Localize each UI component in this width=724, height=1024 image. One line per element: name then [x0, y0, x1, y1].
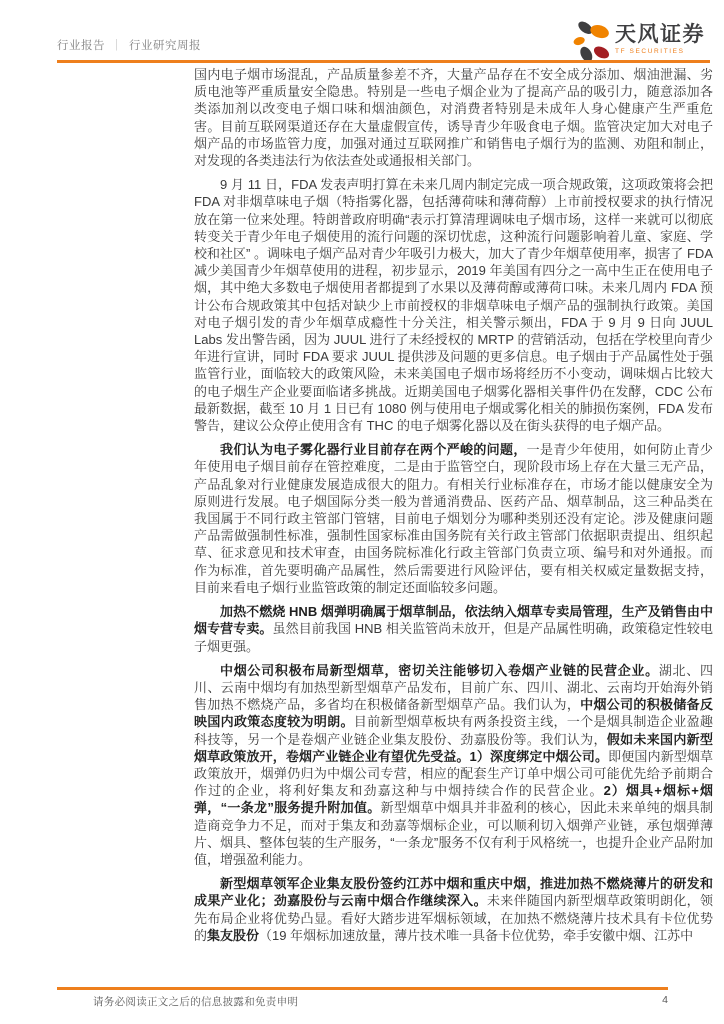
paragraph-text: 国内电子烟市场混乱，产品质量参差不齐，大量产品存在不安全成分添加、烟油泄漏、劣质电池等严重质量安全隐患。特别是一些电子烟企业为了提高产品的吸引力，随意添加各类添加剂以改变电子烟口味和烟油颜色，对消费者特别是未成年人身心健康产生严重危害。目前互联网渠道还存在大量虚假宣传，诱导青少年吸食电子烟。监管决定加大对电子烟产品的市场监管力度，加强对通过互联网推广和销售电子烟行为的监测、劝阻和制止，对发现的各类违法行为依法查处或通报相关部门。 — [194, 67, 713, 169]
paragraph-text: 未来伴随国内新型烟草政策明朗化，领先布局企业将优势凸显。看好大踏步进军烟标领域，在加热不燃烧薄片技术具有卡位优势的 — [194, 893, 713, 943]
body-paragraph — [194, 441, 713, 596]
paragraph-text-bold: 新型烟草领军企业集友股份签约江苏中烟和重庆中烟，推进加热不燃烧薄片的研发和成果产业化；劲嘉股份与云南中烟合作继续深入。 — [194, 876, 713, 909]
paragraph-text-bold: 假如未来国内新型烟草政策放开，卷烟产业链企业有望优先受益。1）深度绑定中烟公司。 — [194, 731, 713, 764]
paragraph-text: 即便国内新型烟草政策放开，烟弹仍归为中烟公司专营，相应的配套生产订单中烟公司可能优先给予前期合作过的企业，将利好集友和劲嘉这种与中烟持续合作的民营企业。 — [194, 748, 713, 799]
report-subtype-label: 行业研究周报 — [129, 40, 201, 52]
paragraph-text-bold: 中烟公司的积极储备反映国内政策态度较为明朗。 — [194, 697, 713, 730]
body-paragraph — [194, 662, 713, 868]
page-number: 4 — [662, 994, 668, 1006]
brand-name-en: TF SECURITIES — [615, 48, 685, 55]
report-body — [194, 66, 713, 944]
body-paragraph — [194, 875, 713, 944]
report-type-label: 行业报告 — [57, 40, 105, 52]
paragraph-text-bold: 加热不燃烧 HNB 烟弹明确属于烟草制品，依法纳入烟草专卖局管理，生产及销售由中烟专营专卖。 — [194, 604, 713, 637]
report-header-label — [57, 37, 201, 53]
paragraph-text-bold: 集友股份 — [207, 927, 260, 943]
paragraph-text-bold: 我们认为电子雾化器行业目前存在两个严峻的问题， — [220, 442, 527, 458]
body-paragraph — [194, 176, 713, 434]
paragraph-text-bold: 2）烟具+烟标+烟弹，“一条龙”服务提升附加值。 — [194, 783, 713, 816]
footer-divider-line — [57, 987, 668, 990]
header-divider-line — [57, 60, 710, 63]
paragraph-text: 9 月 11 日，FDA 发表声明打算在未来几周内制定完成一项合规政策，这项政策将会把 FDA 对非烟草味电子烟（特指雾化器，包括薄荷味和薄荷醇）上市前授权要求的执行情况放在第一位来处理。特朗普政府明确“表示打算清理调味电子烟市场，这样一来就可以彻底转变关于青少年电子烟使用的流行问题的深切忧虑，这种流行问题影响着儿童、家庭、学校和社区” 。调味电子烟产品对青少年吸引力极大，加大了青少年烟草使用率，损害了 FDA 减少美国青少年烟草使用的进程，初步显示，2019 年美国有四分之一高中生正在使用电子烟，其中绝大多数电子烟使用者都提到了水果以及薄荷醇或薄荷口味。未来几周内 FDA 预计公布合规政策其中包括对缺少上市前授权的非烟草味电子烟产品的强制执行政策。美国对电子烟引发的青少年烟草成瘾性十分关注，相关警示频出，FDA 于 9 月 9 日向 JUUL Labs 发出警告函，因为 JUUL 进行了未经授权的 MRTP 的营销活动，包括在学校里向青少年进行宣讲，同时 FDA 要求 JUUL 提供涉及问题的更多信息。电子烟由于产品属性处于强监管行业，面临较大的政策风险，未来美国电子烟市场将经历不小变动，调味烟占比较大的电子烟生产企业要面临诸多挑战。近期美国电子烟雾化器相关事件仍在发酵，CDC 公布最新数据，截至 10 月 1 日已有 1080 例与使用电子烟或雾化相关的肺损伤案例，FDA 发布警告，建议公众停止使用含有 THC 的电子烟雾化器以及在街头获得的电子烟产品。 — [194, 177, 713, 434]
paragraph-text: 新型烟草中烟具并非盈利的核心，因此未来单纯的烟具制造商竞争力不足，而对于集友和劲嘉等烟标企业，可以顺利切入烟弹产业链，承包烟弹薄片、烟具、整体包装的生产服务，“一条龙”服务不仅有利于风格统一，也提升企业产品附加值，增强盈利能力。 — [194, 800, 713, 867]
footer-disclaimer: 请务必阅读正文之后的信息披露和免责申明 — [93, 996, 299, 1008]
paragraph-text: （19 年烟标加速放量，薄片技术唯一具备卡位优势，牵手安徽中烟、江苏中 — [259, 927, 694, 943]
header-separator: ｜ — [111, 40, 123, 52]
body-paragraph — [194, 603, 713, 655]
tf-logo-wordmark — [615, 24, 705, 55]
body-paragraph — [194, 66, 713, 169]
brand-name-cn: 天风证券 — [615, 23, 705, 46]
paragraph-text: 目前新型烟草板块有两条投资主线，一个是烟具制造企业盈趣科技等，另一个是卷烟产业链企业集友股份、劲嘉股份等。我们认为， — [194, 714, 713, 747]
paragraph-text: 湖北、四川、云南中烟均有加热型新型烟草产品发布，目前广东、四川、湖北、云南均开始海外销售加热不燃烧产品，多省均在积极储备新型烟草产品。我们认为， — [194, 662, 713, 713]
paragraph-text: 虽然目前我国 HNB 相关监管尚未放开，但是产品属性明确，政策稳定性较电子烟更强。 — [194, 621, 713, 654]
paragraph-text-bold: 中烟公司积极布局新型烟草，密切关注能够切入卷烟产业链的民营企业。 — [220, 662, 659, 678]
tf-securities-logo — [573, 18, 713, 62]
paragraph-text: 一是青少年使用，如何防止青少年使用电子烟目前存在管控难度，二是由于监管空白，现阶段市场上存在大量三无产品，产品乱象对行业健康发展造成很大的阻力。有相关行业标准存在，市场才能以健康安全为原则进行发展。电子烟国际分类一般为普通消费品、医药产品、烟草制品，这三种品类在我国属于不同行政主管部门管辖，目前电子烟划分为哪种类别还没有定论。涉及健康问题产品需做强制性标准，强制性国家标准由国务院有关行政主管部门依据职责提出、组织起草、征求意见和技术审查，由国务院标准化行政主管部门负责立项、编号和对外通报。而作为标准，首先要明确产品属性，然后需要进行风险评估，要有相关权威定量数据支持，目前来看电子烟行业监管政策的制定还面临较多问题。 — [194, 442, 713, 595]
